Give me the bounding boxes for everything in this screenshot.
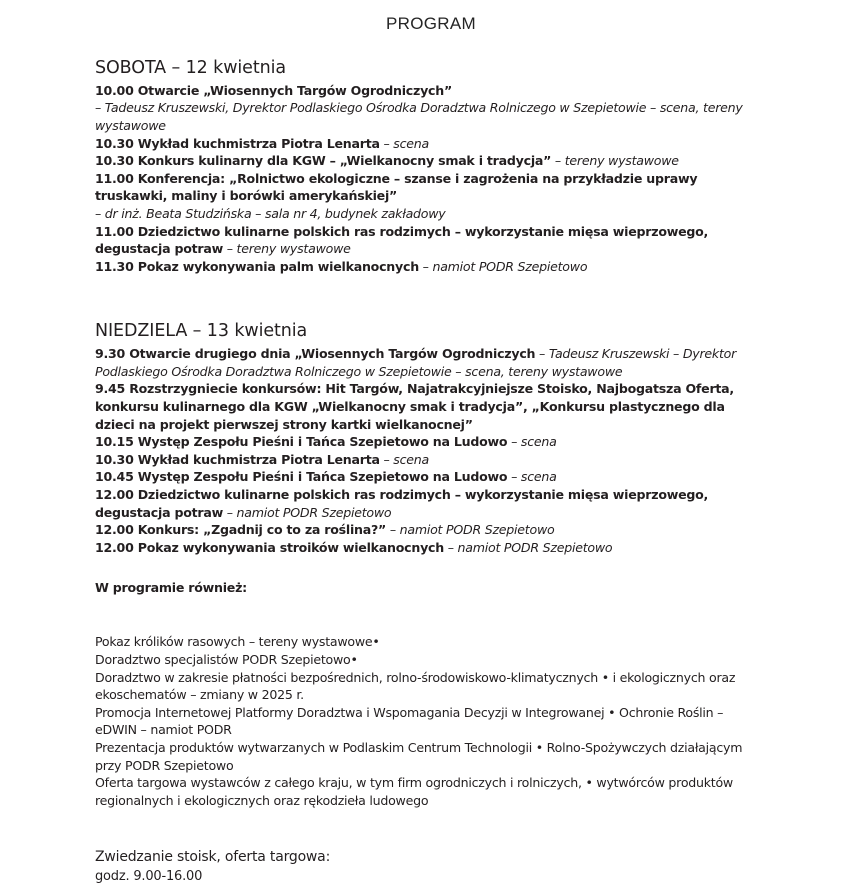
also-in-program-list	[95, 595, 767, 809]
saturday-entry	[95, 205, 767, 223]
also-in-program-heading: W programie również:	[95, 580, 247, 596]
sunday-entry	[95, 345, 767, 380]
saturday-heading: SOBOTA – 12 kwietnia	[95, 58, 286, 78]
entry-bold-text: 10.30 Konkurs kulinarny dla KGW – „Wielkanocny smak i tradycja”	[95, 153, 552, 169]
saturday-entry	[95, 258, 767, 276]
saturday-entry	[95, 82, 767, 100]
entry-bold-text: 10.45 Występ Zespołu Pieśni i Tańca Szepietowo na Ludowo	[95, 469, 508, 485]
list-item: Doradztwo specjalistów PODR Szepietowo•	[95, 652, 358, 667]
entry-bold-text: 11.30 Pokaz wykonywania palm wielkanocnych	[95, 258, 419, 274]
saturday-entry	[95, 223, 767, 258]
entry-italic-text: – tereny wystawowe	[551, 153, 679, 169]
section-saturday	[95, 58, 767, 275]
entry-bold-text: 10.15 Występ Zespołu Pieśni i Tańca Szepietowo na Ludowo	[95, 434, 508, 450]
sunday-heading: NIEDZIELA – 13 kwietnia	[95, 321, 308, 342]
entry-italic-text: – scena	[379, 451, 429, 467]
page-title: PROGRAM	[386, 14, 476, 33]
saturday-entry	[95, 152, 767, 170]
entry-italic-text: – namiot PODR Szepietowo	[223, 504, 392, 520]
section-also-in-program	[95, 556, 767, 809]
entry-bold-text: 11.00 Dziedzictwo kulinarne polskich ras rodzimych – wykorzystanie mięsa wieprzowego, degustacja potraw	[95, 223, 709, 257]
list-item: Oferta targowa wystawców z całego kraju, w tym firm ogrodniczych i rolniczych, • wytwórców produktów regionalnych i ekologicznych oraz rękodzieła ludowego	[95, 775, 733, 808]
saturday-entry	[95, 135, 767, 153]
entry-italic-text: – Tadeusz Kruszewski – Dyrektor Podlaskiego Ośrodka Doradztwa Rolniczego w Szepietowie – scena, tereny wystawowe	[95, 346, 737, 379]
list-item: Doradztwo w zakresie płatności bezpośrednich, rolno-środowiskowo-klimatycznych • i ekologicznych oraz ekoschematów – zmiany w 2025 r.	[95, 669, 736, 703]
list-item: Promocja Internetowej Platformy Doradztwa i Wspomagania Decyzji w Integrowanej • Ochronie Roślin – eDWIN – namiot PODR	[95, 704, 724, 738]
sunday-entry	[95, 468, 767, 486]
entry-italic-text: – namiot PODR Szepietowo	[386, 522, 555, 538]
sunday-entry	[95, 380, 767, 433]
entry-italic-text: – dr inż. Beata Studzińska – sala nr 4, budynek zakładowy	[95, 206, 446, 222]
entry-italic-text: – tereny wystawowe	[223, 241, 351, 257]
sunday-entry	[95, 433, 767, 451]
section-closing	[95, 809, 767, 887]
entry-italic-text: – scena	[507, 469, 557, 485]
list-item: Pokaz królików rasowych – tereny wystawowe•	[95, 634, 380, 650]
sunday-entry	[95, 521, 767, 539]
section-sunday	[95, 321, 767, 556]
entry-italic-text: – scena	[379, 135, 429, 151]
closing-heading: Zwiedzanie stoisk, oferta targowa:	[95, 849, 331, 866]
section-spacer	[95, 275, 767, 321]
saturday-entry	[95, 99, 767, 134]
entry-bold-text: 10.30 Wykład kuchmistrza Piotra Lenarta	[95, 135, 380, 151]
entry-bold-text: 12.00 Konkurs: „Zgadnij co to za roślina?”	[95, 522, 387, 538]
sunday-entry	[95, 451, 767, 469]
entry-italic-text: – namiot PODR Szepietowo	[418, 258, 588, 274]
entry-bold-text: 9.45 Rozstrzygniecie konkursów: Hit Targów, Najatrakcyjniejsze Stoisko, Najbogatsza Oferta, konkursu kulinarnego dla KGW „Wielkanocny smak i tradycja”, „Konkursu plastycznego dla dzieci na projekt pierwszej strony kartki wielkanocnej”	[95, 381, 734, 432]
entry-italic-text: – scena	[507, 434, 557, 450]
list-item: Prezentacja produktów wytwarzanych w Podlaskim Centrum Technologii • Rolno-Spożywczych działającym przy PODR Szepietowo	[95, 739, 743, 773]
entry-bold-text: 11.00 Konferencja: „Rolnictwo ekologiczne – szanse i zagrożenia na przykładzie uprawy truskawki, maliny i borówki amerykańskiej”	[95, 170, 698, 204]
entry-italic-text: – Tadeusz Kruszewski, Dyrektor Podlaskiego Ośrodka Doradztwa Rolniczego w Szepietowie – scena, tereny wystawowe	[95, 100, 743, 134]
entry-bold-text: 12.00 Pokaz wykonywania stroików wielkanocnych	[95, 539, 444, 555]
entry-bold-text: 10.30 Wykład kuchmistrza Piotra Lenarta	[95, 451, 380, 467]
saturday-entry	[95, 170, 767, 205]
entry-bold-text: 9.30 Otwarcie drugiego dnia „Wiosennych Targów Ogrodniczych	[95, 346, 536, 362]
program-content	[95, 58, 767, 887]
entry-bold-text: 12.00 Dziedzictwo kulinarne polskich ras rodzimych – wykorzystanie mięsa wieprzowego, degustacja potraw	[95, 487, 709, 520]
entry-bold-text: 10.00 Otwarcie „Wiosennych Targów Ogrodniczych”	[95, 82, 453, 98]
entry-italic-text: – namiot PODR Szepietowo	[443, 539, 613, 555]
sunday-entry	[95, 539, 767, 557]
closing-hours: godz. 9.00-16.00	[95, 869, 203, 885]
sunday-entry	[95, 486, 767, 521]
